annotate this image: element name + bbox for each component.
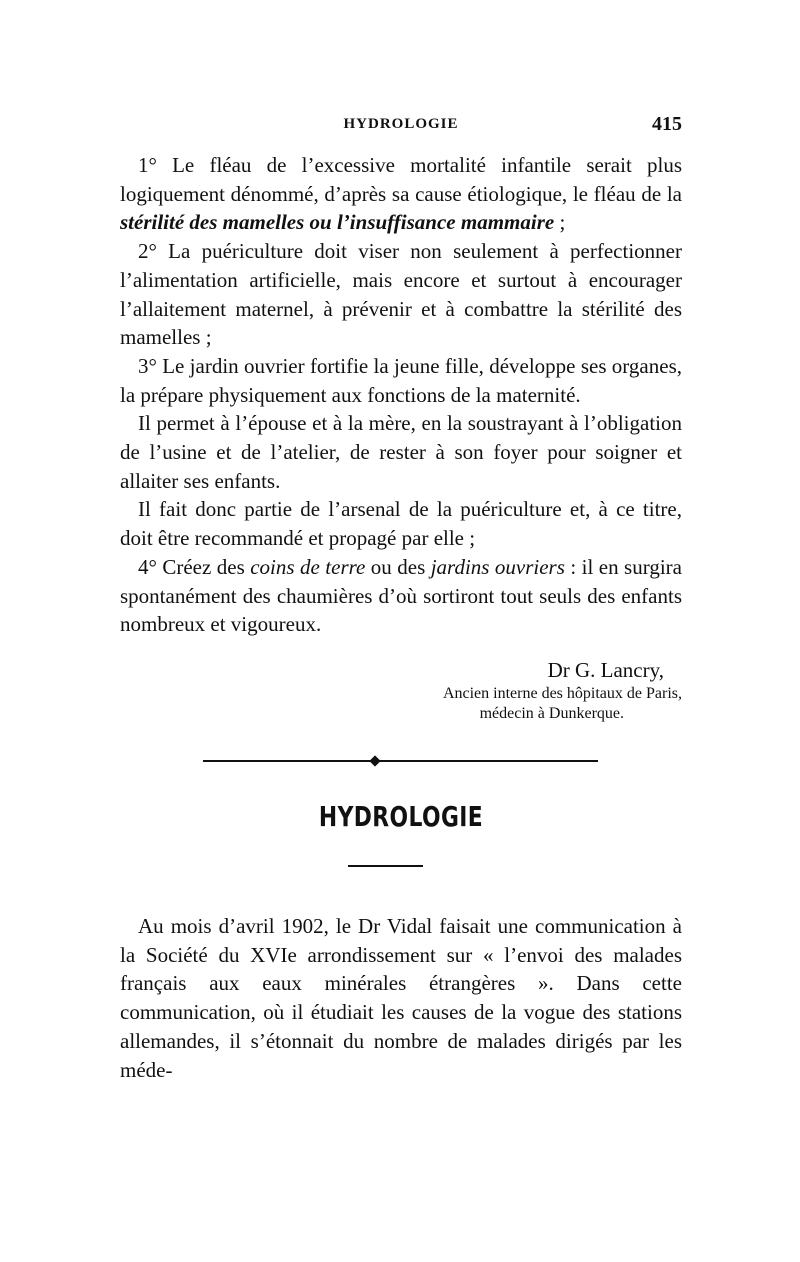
page-number: 415	[652, 113, 682, 135]
emphasis-text: jardins ouvriers	[430, 554, 565, 579]
text-run: : il en surgira spontanément des chaumières d’où sortiront tout seuls des enfants nombreux et vigoureux.	[120, 554, 682, 637]
text-run: 3° Le jardin ouvrier fortifie la jeune fille, développe ses organes, la prépare physiquement aux fonctions de la maternité.	[120, 353, 682, 407]
running-head-title: HYDROLOGIE	[343, 116, 459, 132]
divider-ornament	[369, 755, 380, 766]
conclusions-block	[120, 151, 682, 639]
text-run: Il permet à l’épouse et à la mère, en la soustrayant à l’obligation de l’usine et de l’atelier, de rester à son foyer pour soigner et allaiter ses enfants.	[120, 411, 682, 493]
author-name: Dr G. Lancry,	[547, 658, 664, 682]
conclusion-paragraph	[120, 352, 682, 409]
conclusion-paragraph	[120, 495, 682, 552]
text-run: 2° La puériculture doit viser non seulement à perfectionner l’alimentation artificielle, mais encore et surtout à encourager l’allaitement maternel, à prévenir et à combattre la stérilité des mamelles ;	[120, 239, 682, 350]
emphasis-text: coins de terre	[250, 554, 366, 579]
running-head	[120, 113, 682, 138]
text-run: ou des	[365, 554, 431, 579]
author-location: médecin à Dunkerque.	[479, 705, 624, 722]
conclusion-paragraph	[120, 409, 682, 495]
text-run: ;	[554, 210, 566, 235]
section-heading: HYDROLOGIE	[318, 800, 484, 833]
emphasis-text: stérilité des mamelles ou l’insuffisance mammaire	[120, 210, 555, 235]
section-heading-rule	[348, 865, 423, 867]
text-run: 1° Le fléau de l’excessive mortalité infantile serait plus logiquement dénommé, d’après sa cause étiologique, le fléau de la	[120, 153, 682, 206]
section-body	[120, 912, 682, 1084]
text-run: 4° Créez des	[138, 554, 251, 579]
conclusion-paragraph	[120, 553, 682, 639]
conclusion-paragraph	[120, 237, 682, 352]
section-divider	[203, 760, 598, 762]
section-paragraph: Au mois d’avril 1902, le Dr Vidal faisait une communication à la Société du XVIe arrondissement sur « l’envoi des malades français aux eaux minérales étrangères ». Dans cette communication, où il étudiait les causes de la vogue des stations allemandes, il s’étonnait du nombre de malades dirigés par les méde-	[120, 914, 682, 1082]
signature-block	[120, 656, 682, 724]
text-run: Il fait donc partie de l’arsenal de la puériculture et, à ce titre, doit être recommandé et propagé par elle ;	[120, 497, 682, 551]
conclusion-paragraph	[120, 151, 682, 237]
author-title: Ancien interne des hôpitaux de Paris,	[442, 685, 682, 702]
